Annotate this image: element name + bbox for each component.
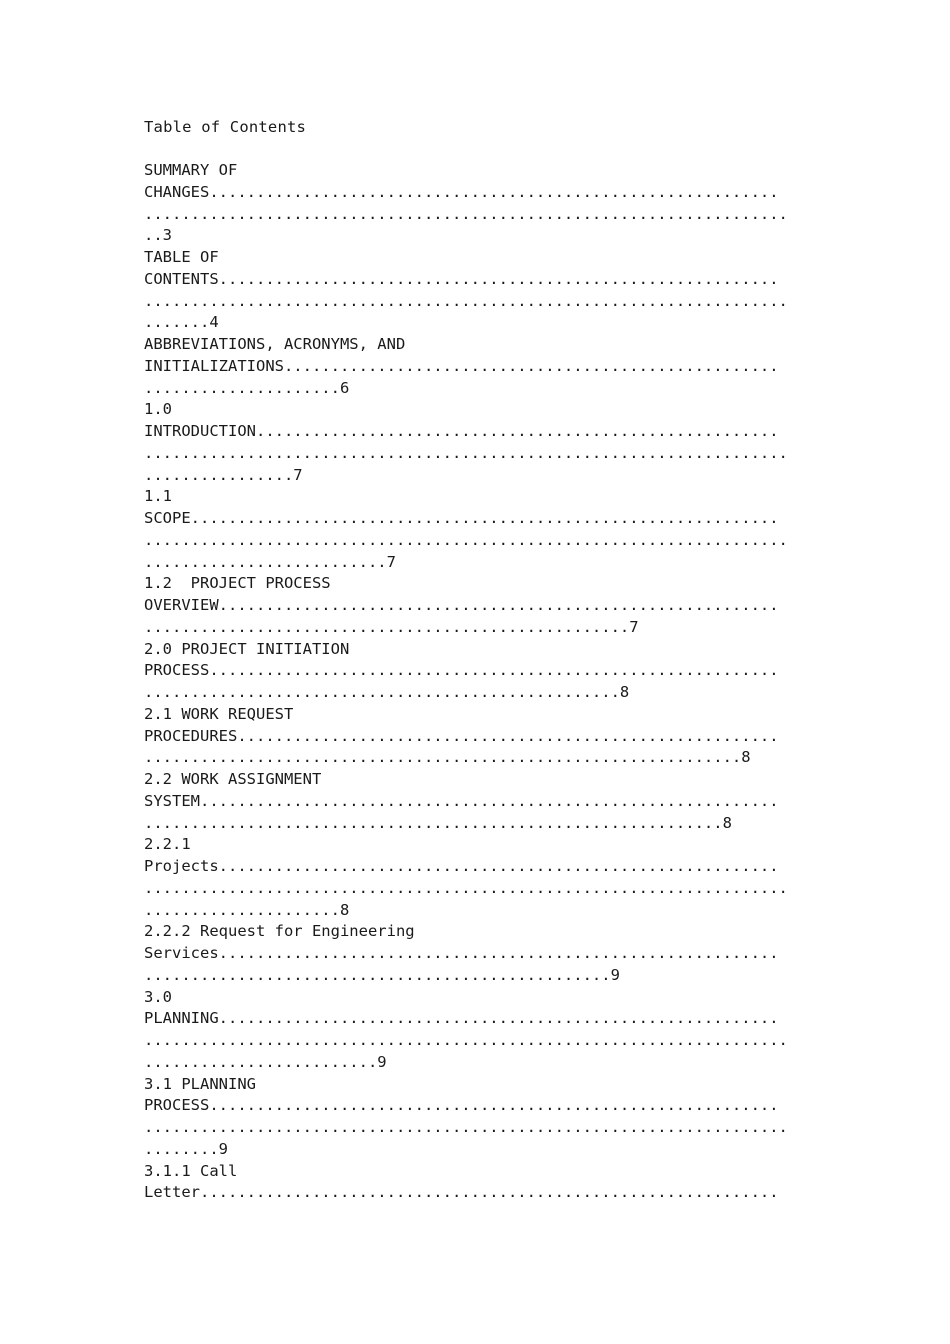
toc-title: Table of Contents <box>144 118 307 136</box>
toc-line: 3.1 PLANNING <box>144 1074 256 1093</box>
toc-line: ....................................................7 <box>144 617 639 636</box>
toc-line: ..........................7 <box>144 552 396 571</box>
toc-line: PROCESS............................................................. <box>144 661 779 680</box>
toc-line: 3.1.1 Call <box>144 1161 238 1180</box>
toc-line: Services............................................................ <box>144 944 779 962</box>
toc-line: 2.1 WORK REQUEST <box>144 704 294 723</box>
toc-line: PROCESS............................................................. <box>144 1096 779 1115</box>
toc-line: 1.2 PROJECT PROCESS <box>144 574 331 593</box>
toc-line: ..................................................................... <box>144 291 788 310</box>
toc-line: .....................8 <box>144 900 350 919</box>
toc-line: SCOPE............................................................... <box>144 509 779 527</box>
toc-line: ..................................................................... <box>144 530 788 549</box>
toc-line: Projects............................................................ <box>144 857 779 875</box>
toc-line: SYSTEM.............................................................. <box>144 791 779 810</box>
toc-line: ..................................................................... <box>144 443 788 462</box>
toc-line: ..................................................................... <box>144 1031 788 1049</box>
toc-line: 2.2.2 Request for Engineering <box>144 922 415 941</box>
toc-line: TABLE OF <box>144 248 219 266</box>
toc-line: 1.1 <box>144 487 172 506</box>
toc-line: 2.2 WORK ASSIGNMENT <box>144 770 322 788</box>
toc-line: .........................9 <box>144 1052 387 1071</box>
toc-line: ..................................................9 <box>144 965 620 984</box>
toc-line: ..................................................................... <box>144 204 788 223</box>
toc-line: OVERVIEW............................................................ <box>144 596 779 614</box>
toc-line: ABBREVIATIONS, ACRONYMS, AND <box>144 335 406 353</box>
toc-line: 2.0 PROJECT INITIATION <box>144 639 350 658</box>
toc-line: PLANNING............................................................ <box>144 1009 779 1028</box>
toc-line: ...................................................8 <box>144 683 630 701</box>
spacer <box>144 138 804 160</box>
toc-line: ........9 <box>144 1139 228 1158</box>
toc-line: INTRODUCTION........................................................ <box>144 422 779 440</box>
toc-page <box>144 116 804 1204</box>
toc-line: ..............................................................8 <box>144 813 732 832</box>
toc-line: CHANGES............................................................. <box>144 182 779 201</box>
toc-line: 3.0 <box>144 987 172 1006</box>
toc-line: ..................................................................... <box>144 878 788 897</box>
toc-line: ................................................................8 <box>144 748 751 767</box>
toc-line: ..................................................................... <box>144 1118 788 1136</box>
toc-line: CONTENTS............................................................ <box>144 269 779 288</box>
toc-line: Letter.............................................................. <box>144 1183 779 1202</box>
toc-line: .....................6 <box>144 378 350 397</box>
toc-line: 1.0 <box>144 400 172 419</box>
toc-line: SUMMARY OF <box>144 161 238 179</box>
toc-line: ..3 <box>144 226 172 245</box>
toc-lines <box>144 160 804 1204</box>
toc-line: .......4 <box>144 313 219 332</box>
toc-line: ................7 <box>144 465 303 484</box>
toc-line: INITIALIZATIONS..................................................... <box>144 356 779 375</box>
toc-line: PROCEDURES.......................................................... <box>144 726 779 745</box>
toc-line: 2.2.1 <box>144 835 191 854</box>
